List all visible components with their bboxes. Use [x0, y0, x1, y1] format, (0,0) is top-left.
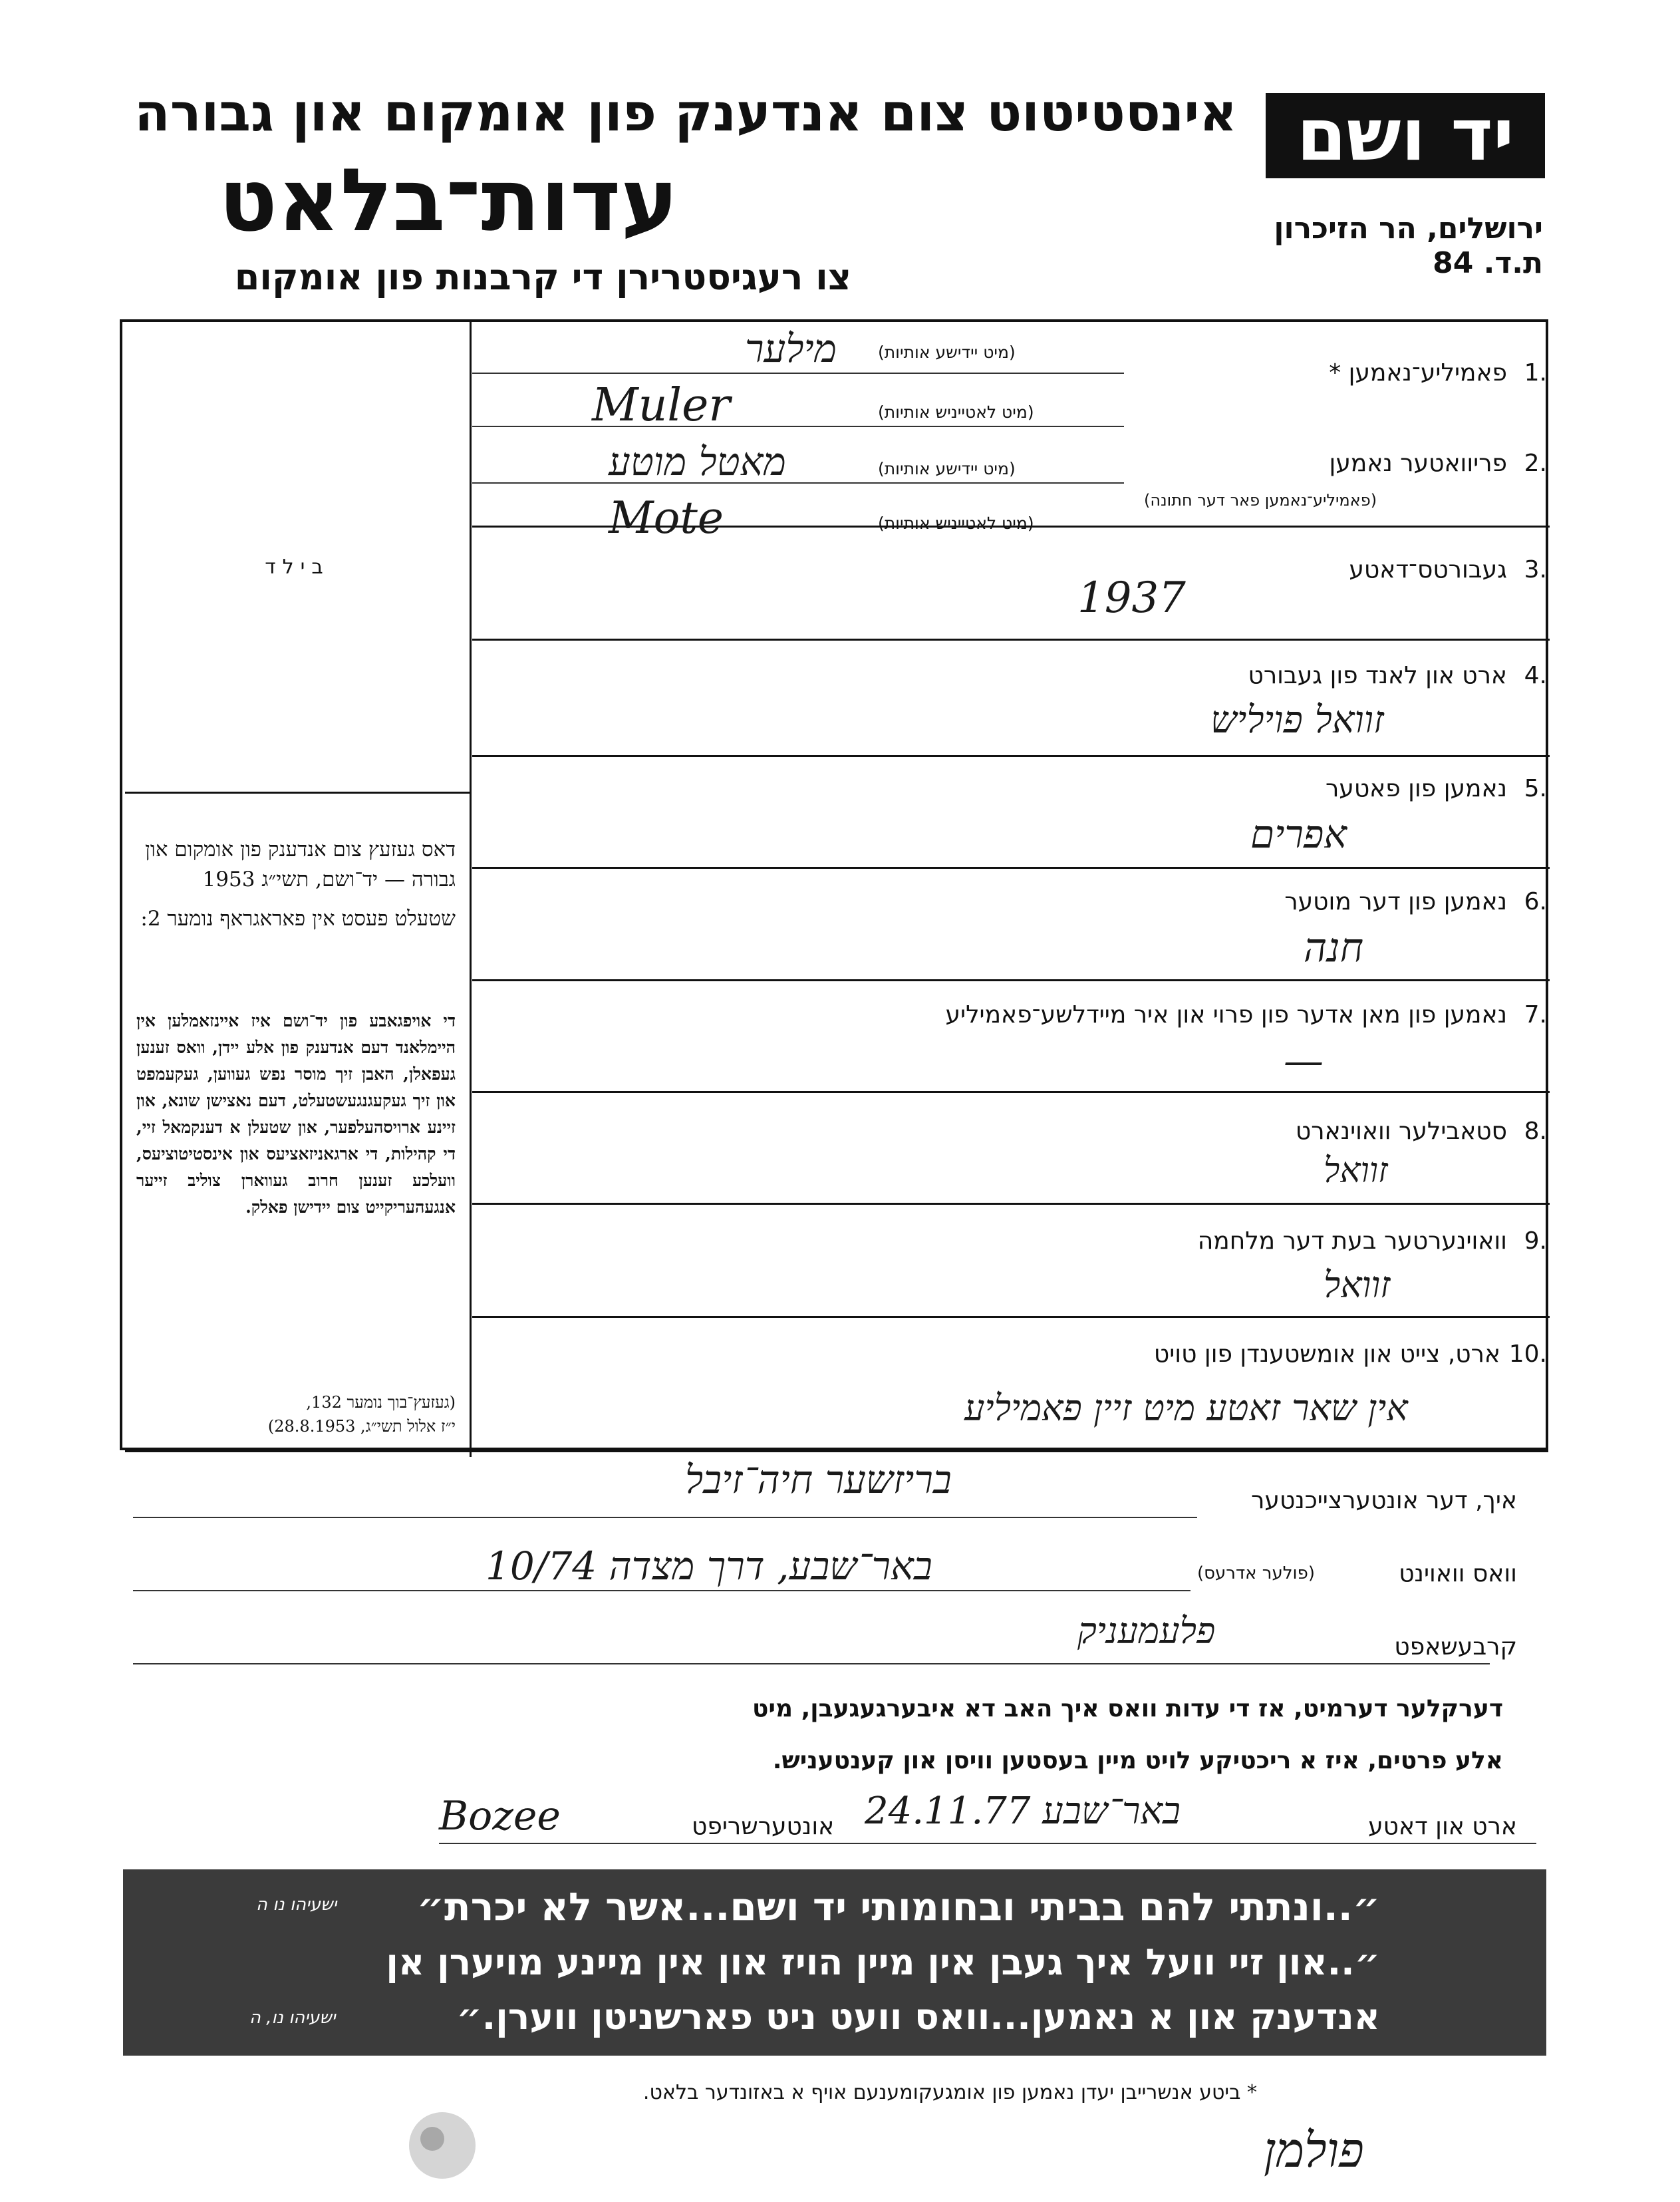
- field-underline: [472, 482, 1124, 484]
- form-title: עדות־בלאט: [218, 150, 678, 251]
- footnote: * ביטע אנשרייבן יעדן נאמען פון אומגעקומענעם אויף א באזונדער בלאט.: [642, 2081, 1257, 2104]
- banner-verse-hebrew: ״..ונתתי להם בביתי ובחומותי יד ושם...אשר לא יכרת״: [416, 1884, 1380, 1929]
- undersigned-label: איך, דער אונטערצייכנטער: [1251, 1487, 1517, 1514]
- address-label: וואס וואוינט: [1399, 1560, 1517, 1587]
- verse-banner: [123, 1869, 1546, 2056]
- row-divider: [472, 1203, 1550, 1205]
- field-6-number: 6.: [1524, 888, 1547, 915]
- field-underline: [472, 373, 1124, 374]
- field-5-value: אפרים: [1250, 812, 1347, 857]
- field-underline: [472, 426, 1124, 427]
- place-date-label: ארט און דאטע: [1368, 1813, 1517, 1840]
- place-date-value: באר־שבע 24.11.77: [865, 1790, 1181, 1833]
- signature-value: Bozee: [439, 1793, 561, 1839]
- field-underline: [439, 1843, 1536, 1844]
- row-divider: [472, 1316, 1550, 1318]
- field-4-value: זוואל פויליש: [1210, 699, 1384, 742]
- form-subtitle: צו רעגיסטרירן די קרבנות פון אומקום: [234, 256, 851, 298]
- field-6-label: נאמען פון דער מוטער: [1284, 888, 1507, 915]
- field-underline: [133, 1517, 1197, 1518]
- signature-label: אונטערשריפט: [692, 1813, 835, 1840]
- field-3-number: 3.: [1524, 556, 1547, 583]
- undersigned-value: בריזשער חיה־זיבל: [685, 1457, 952, 1502]
- declaration: [372, 1683, 1503, 1787]
- field-10-number: 10.: [1508, 1340, 1547, 1368]
- field-5-label: נאמען פון פאטער: [1325, 775, 1507, 802]
- field-9-label: וואוינערטער בעת דער מלחמה: [1197, 1227, 1507, 1255]
- field-underline: [133, 1590, 1190, 1591]
- banner-source-hebrew: ישעיהו נו ה: [256, 1895, 337, 1915]
- field-9-number: 9.: [1524, 1227, 1547, 1255]
- field-1-sub-yiddish: (מיט יידישע אותיות): [878, 343, 1016, 362]
- institute-name: אינסטיטוט צום אנדענק פון אומקום און גבורה: [134, 83, 1237, 143]
- stamp-smudge: [399, 2102, 486, 2189]
- field-2-value-yiddish: מאטל מוטע: [609, 439, 786, 484]
- field-2-value-latin: Mote: [609, 492, 724, 544]
- field-8-value: זוואל: [1324, 1151, 1388, 1191]
- relation-label: קרבעשאפט: [1394, 1633, 1517, 1660]
- yad-vashem-logo: יד ושם: [1266, 93, 1545, 178]
- stamp-smudge-dot: [420, 2127, 444, 2151]
- photo-placeholder-label: בילד: [265, 555, 330, 579]
- banner-verse-yiddish-2: אנדענק און א נאמען...וואס וועט ניט פארשניטן ווערן.״: [456, 1996, 1380, 2038]
- address-line-1: ירושלים, הר הזיכרון: [1274, 212, 1543, 245]
- law-notice: [136, 835, 456, 934]
- bottom-handwriting: פולמן: [1264, 2122, 1364, 2178]
- field-7-value: —: [1284, 1038, 1324, 1084]
- declaration-line-1: דערקלער דערמיט, אז די עדות וואס איך האב דא איבערגעגעבן, מיט: [752, 1695, 1503, 1722]
- banner-source-yiddish: ישעיהו נו, ה: [249, 2008, 336, 2028]
- field-3-label: געבורטס־דאטע: [1349, 556, 1507, 583]
- row-divider: [472, 755, 1550, 757]
- law-paragraph: שטעלט פעסט אין פאראגראף נומער 2:: [140, 907, 456, 931]
- field-2-number: 2.: [1524, 450, 1547, 477]
- address-note: (פולער אדרעס): [1197, 1563, 1315, 1583]
- address-line-2: ת.ד. 84: [1433, 246, 1543, 280]
- relation-value: פלעמעניק: [1077, 1610, 1216, 1652]
- stamp-smudge-shape: [409, 2112, 476, 2179]
- banner-verse-yiddish-1: ״..און זיי וועל איך געבן אין מיין הויז און אין מיינע מויערן אן: [386, 1941, 1380, 1983]
- field-6-value: חנה: [1304, 925, 1364, 971]
- law-title: דאס געזעץ צום אנדענק פון אומקום און גבורה — יד־ושם, תשי״ג 1953: [145, 838, 456, 891]
- address-value: באר־שבע, דרך מצדה 10/74: [486, 1543, 932, 1589]
- field-10-value: אין שאר זאטע מיט זיין פאמיליע: [964, 1387, 1408, 1429]
- field-2-sub-latin: (מיט לאטייניש אותיות): [878, 514, 1034, 533]
- field-underline: [133, 1663, 1490, 1664]
- field-8-number: 8.: [1524, 1118, 1547, 1145]
- field-1-number: 1.: [1524, 359, 1547, 387]
- law-reference-1: (געזעץ־בוך נומער 132,: [306, 1393, 456, 1412]
- field-4-label: ארט און לאנד פון געבורט: [1248, 662, 1507, 689]
- law-reference: [136, 1390, 456, 1438]
- field-2-label: פריוואטער נאמען: [1329, 450, 1507, 477]
- field-2-sub-yiddish: (מיט יידישע אותיות): [878, 459, 1016, 478]
- field-1-value-latin: Muler: [592, 379, 730, 432]
- photo-divider: [125, 792, 470, 794]
- field-2-note: (פאמיליע־נאמען פאר דער חתונה): [1144, 491, 1377, 510]
- field-10-label: ארט, צייט און אומשטענדן פון טויט: [1153, 1340, 1500, 1368]
- row-divider: [472, 867, 1550, 869]
- address: [1264, 212, 1543, 281]
- row-divider: [472, 979, 1550, 981]
- field-1-sub-latin: (מיט לאטייניש אותיות): [878, 402, 1034, 422]
- field-7-number: 7.: [1524, 1001, 1547, 1028]
- field-3-value: 1937: [1077, 573, 1186, 623]
- law-reference-2: י״ז אלול תשי״ג, 28.8.1953): [267, 1417, 456, 1436]
- field-1-value-yiddish: מילער: [745, 326, 837, 371]
- declaration-line-2: אלע פרטים, איז א ריכטיקע לויט מיין בעסטען וויסן און קענטעניש.: [772, 1747, 1503, 1774]
- field-4-number: 4.: [1524, 662, 1547, 689]
- field-1-label: פאמיליע־נאמען *: [1329, 359, 1507, 387]
- field-5-number: 5.: [1524, 775, 1547, 802]
- field-8-label: סטאבילער וואוינארט: [1295, 1118, 1507, 1145]
- row-divider: [472, 1091, 1550, 1093]
- form-bottom-divider: [125, 1450, 1548, 1452]
- law-body: די אויפגאבע פון יד־ושם איז איינזאמלען אין היימלאנד דעם אנדענק פון אלע יידן, וואס זענען געפאלן, האבן זיך מוסר נפש געווען, געקעמפט און זיך געקעגנגעשטעלט, דעם נאצישן שונא, און זיינע ארויסהעלפער, און שטעלן א דענקמאל זיי, די קהילות, די ארגאניזאציעס און אינסטיטוציעס, וועלכע זענען חרוב געווארן צוליב זייער אנגעהעריקייט צום יידישן פאלק.: [136, 1011, 456, 1217]
- field-7-label: נאמען פון מאן אדער פון פרוי און איר מיידלשע־פאמיליע: [945, 1001, 1507, 1028]
- row-divider: [472, 639, 1550, 641]
- field-9-value: זוואל: [1324, 1264, 1391, 1306]
